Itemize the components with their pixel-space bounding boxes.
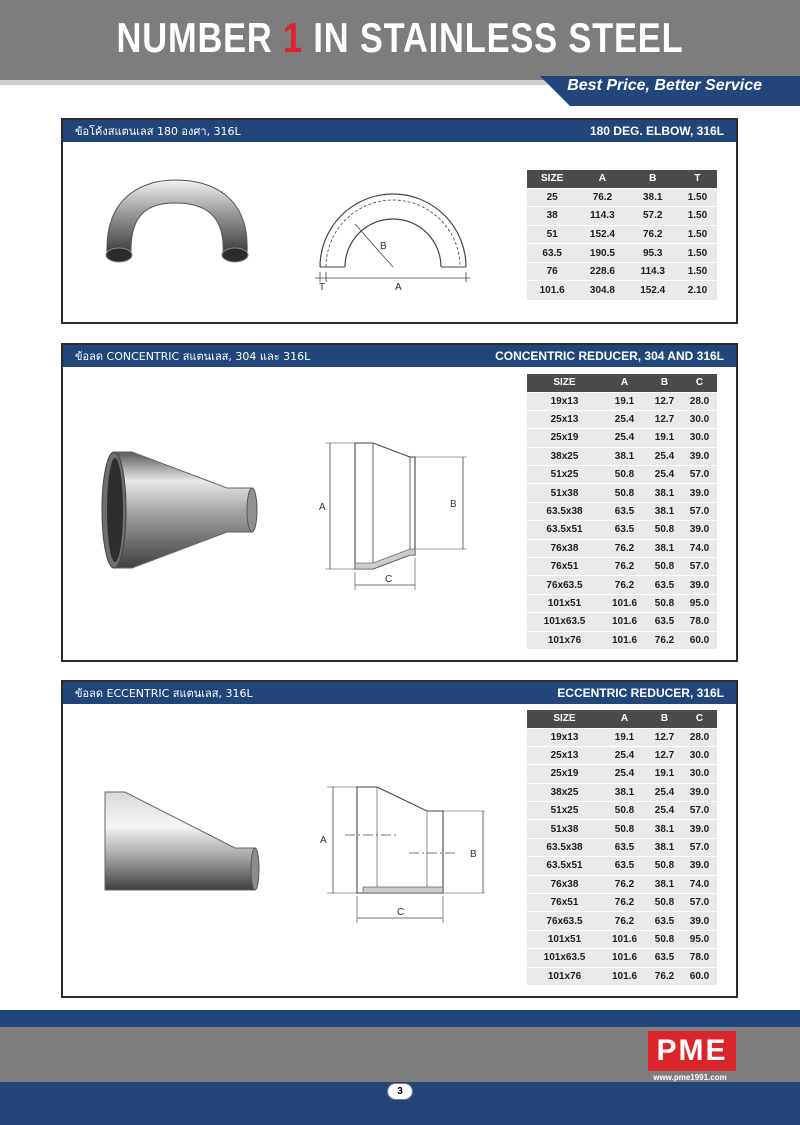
table-cell: 38.1 [602, 783, 647, 801]
table-row [527, 262, 717, 281]
table-cell: 114.3 [628, 262, 678, 281]
concentric-label-a: A [319, 502, 326, 513]
table-cell: 101.6 [602, 967, 647, 985]
table-cell: 228.6 [577, 262, 627, 281]
table-cell: 50.8 [647, 857, 682, 875]
table-cell: 152.4 [628, 281, 678, 300]
table-cell: 51x38 [527, 820, 602, 838]
table-cell: 50.8 [602, 484, 647, 502]
table-cell: 38.1 [647, 875, 682, 893]
table-cell: 101x76 [527, 631, 602, 649]
concentric-label-b: B [450, 499, 457, 510]
table-cell: 50.8 [647, 894, 682, 912]
column-header: T [678, 170, 717, 188]
table-cell: 38x25 [527, 447, 602, 465]
table-cell: 28.0 [682, 728, 717, 746]
column-header: SIZE [527, 170, 577, 188]
table-cell: 1.50 [678, 244, 717, 263]
table-cell: 50.8 [647, 930, 682, 948]
table-cell: 76.2 [602, 558, 647, 576]
column-header: B [647, 374, 682, 392]
table-cell: 101.6 [602, 930, 647, 948]
table-cell: 19x13 [527, 392, 602, 410]
elbow-label-a: A [395, 282, 402, 293]
table-cell: 60.0 [682, 967, 717, 985]
table-cell: 63.5 [647, 949, 682, 967]
table-cell: 76.2 [647, 631, 682, 649]
table-cell: 74.0 [682, 539, 717, 557]
table-row [527, 857, 717, 875]
section-title-bar [63, 345, 736, 367]
table-cell: 76.2 [602, 875, 647, 893]
concentric-reducer-drawing [315, 435, 475, 595]
table-row [527, 244, 717, 263]
table-cell: 25.4 [647, 447, 682, 465]
table-cell: 19.1 [602, 728, 647, 746]
table-cell: 101x51 [527, 930, 602, 948]
table-row [527, 949, 717, 967]
table-cell: 63.5x51 [527, 521, 602, 539]
table-cell: 38.1 [647, 838, 682, 856]
table-cell: 63.5 [647, 912, 682, 930]
table-cell: 25.4 [647, 783, 682, 801]
table-cell: 50.8 [647, 594, 682, 612]
table-cell: 63.5x38 [527, 838, 602, 856]
table-cell: 38.1 [647, 539, 682, 557]
table-row [527, 225, 717, 244]
table-cell: 39.0 [682, 484, 717, 502]
table-row [527, 746, 717, 764]
table-row [527, 281, 717, 300]
table-cell: 38x25 [527, 783, 602, 801]
table-cell: 63.5 [602, 502, 647, 520]
table-row [527, 576, 717, 594]
table-cell: 38.1 [628, 188, 678, 207]
table-cell: 25.4 [602, 410, 647, 428]
table-cell: 76x38 [527, 539, 602, 557]
table-cell: 101.6 [527, 281, 577, 300]
table-cell: 76x63.5 [527, 576, 602, 594]
concentric-label-c: C [385, 574, 393, 585]
table-row [527, 466, 717, 484]
table-cell: 76x63.5 [527, 912, 602, 930]
table-cell: 50.8 [602, 466, 647, 484]
section-title-english: CONCENTRIC REDUCER, 304 AND 316L [495, 349, 724, 363]
pme-logo: PME [648, 1031, 736, 1071]
section-title-thai: ข้อลด ECCENTRIC สแตนเลส, 316L [75, 687, 253, 700]
section-title-english: 180 DEG. ELBOW, 316L [589, 124, 724, 138]
table-cell: 38.1 [647, 484, 682, 502]
eccentric-label-c: C [397, 907, 405, 918]
table-cell: 57.0 [682, 502, 717, 520]
table-cell: 28.0 [682, 392, 717, 410]
table-cell: 78.0 [682, 949, 717, 967]
table-cell: 51 [527, 225, 577, 244]
website-url[interactable]: www.pme1991.com [653, 1073, 727, 1082]
table-cell: 38.1 [602, 447, 647, 465]
concentric-spec-table [527, 374, 717, 649]
section-title-bar [63, 682, 736, 704]
table-cell: 76.2 [628, 225, 678, 244]
table-cell: 63.5x38 [527, 502, 602, 520]
table-cell: 101x51 [527, 594, 602, 612]
table-cell: 95.3 [628, 244, 678, 263]
table-cell: 39.0 [682, 912, 717, 930]
table-cell: 76.2 [602, 912, 647, 930]
table-row [527, 613, 717, 631]
table-cell: 39.0 [682, 521, 717, 539]
table-cell: 50.8 [647, 558, 682, 576]
column-header: A [602, 374, 647, 392]
table-cell: 63.5 [647, 613, 682, 631]
eccentric-reducer-photo [95, 780, 265, 910]
table-cell: 63.5 [527, 244, 577, 263]
column-header: SIZE [527, 710, 602, 728]
elbow-photo [95, 175, 265, 275]
table-cell: 78.0 [682, 613, 717, 631]
table-cell: 114.3 [577, 207, 627, 226]
table-row [527, 930, 717, 948]
table-row [527, 802, 717, 820]
table-cell: 19.1 [647, 765, 682, 783]
table-row [527, 188, 717, 207]
table-row [527, 765, 717, 783]
table-cell: 101x63.5 [527, 949, 602, 967]
column-header: SIZE [527, 374, 602, 392]
table-cell: 101x76 [527, 967, 602, 985]
elbow-drawing [310, 182, 485, 297]
table-cell: 57.0 [682, 558, 717, 576]
table-cell: 57.2 [628, 207, 678, 226]
column-header: A [602, 710, 647, 728]
table-row [527, 207, 717, 226]
table-cell: 39.0 [682, 447, 717, 465]
elbow-label-b: B [380, 241, 387, 252]
table-cell: 76.2 [602, 894, 647, 912]
table-cell: 38.1 [647, 820, 682, 838]
headline-text-end: IN STAINLESS STEEL [302, 14, 684, 61]
table-cell: 190.5 [577, 244, 627, 263]
table-cell: 38.1 [647, 502, 682, 520]
table-cell: 50.8 [602, 820, 647, 838]
table-header-row [527, 170, 717, 188]
table-row [527, 967, 717, 985]
table-cell: 51x25 [527, 802, 602, 820]
eccentric-label-a: A [320, 835, 327, 846]
table-cell: 39.0 [682, 783, 717, 801]
headline-number: 1 [283, 14, 303, 61]
table-cell: 25x13 [527, 746, 602, 764]
table-cell: 57.0 [682, 466, 717, 484]
table-cell: 101.6 [602, 949, 647, 967]
table-cell: 101.6 [602, 613, 647, 631]
table-cell: 25.4 [602, 746, 647, 764]
table-header-row [527, 374, 717, 392]
column-header: C [682, 710, 717, 728]
table-cell: 25x13 [527, 410, 602, 428]
page-headline [72, 14, 728, 62]
table-cell: 2.10 [678, 281, 717, 300]
table-cell: 63.5x51 [527, 857, 602, 875]
table-row [527, 410, 717, 428]
table-cell: 101x63.5 [527, 613, 602, 631]
table-row [527, 728, 717, 746]
elbow-label-t: T [319, 282, 326, 293]
table-cell: 19.1 [602, 392, 647, 410]
table-cell: 51x25 [527, 466, 602, 484]
table-header-row [527, 710, 717, 728]
table-row [527, 429, 717, 447]
table-cell: 12.7 [647, 410, 682, 428]
table-cell: 1.50 [678, 207, 717, 226]
table-cell: 12.7 [647, 392, 682, 410]
eccentric-label-b: B [470, 849, 477, 860]
table-cell: 76.2 [602, 576, 647, 594]
table-cell: 76x38 [527, 875, 602, 893]
table-cell: 76 [527, 262, 577, 281]
table-cell: 12.7 [647, 746, 682, 764]
table-row [527, 783, 717, 801]
table-cell: 51x38 [527, 484, 602, 502]
table-cell: 76x51 [527, 894, 602, 912]
column-header: A [577, 170, 627, 188]
table-cell: 39.0 [682, 857, 717, 875]
table-row [527, 631, 717, 649]
table-row [527, 484, 717, 502]
table-cell: 1.50 [678, 188, 717, 207]
table-cell: 60.0 [682, 631, 717, 649]
table-cell: 57.0 [682, 894, 717, 912]
table-cell: 25 [527, 188, 577, 207]
table-cell: 25.4 [602, 765, 647, 783]
table-row [527, 502, 717, 520]
table-cell: 30.0 [682, 746, 717, 764]
headline-text-start: NUMBER [116, 14, 284, 61]
table-cell: 50.8 [602, 802, 647, 820]
table-cell: 1.50 [678, 225, 717, 244]
table-row [527, 447, 717, 465]
table-cell: 1.50 [678, 262, 717, 281]
table-cell: 63.5 [602, 838, 647, 856]
table-cell: 76.2 [577, 188, 627, 207]
column-header: B [647, 710, 682, 728]
table-cell: 30.0 [682, 765, 717, 783]
table-row [527, 820, 717, 838]
table-cell: 304.8 [577, 281, 627, 300]
section-title-thai: ข้อลด CONCENTRIC สแตนเลส, 304 และ 316L [75, 350, 311, 363]
table-cell: 39.0 [682, 576, 717, 594]
table-cell: 30.0 [682, 410, 717, 428]
section-title-bar [63, 120, 736, 142]
table-cell: 50.8 [647, 521, 682, 539]
table-row [527, 539, 717, 557]
column-header: C [682, 374, 717, 392]
table-cell: 95.0 [682, 594, 717, 612]
table-row [527, 894, 717, 912]
eccentric-spec-table [527, 710, 717, 985]
table-cell: 101.6 [602, 594, 647, 612]
page-number: 3 [387, 1083, 413, 1100]
table-row [527, 838, 717, 856]
section-title-thai: ข้อโค้งสแตนเลส 180 องศา, 316L [75, 125, 241, 138]
table-cell: 95.0 [682, 930, 717, 948]
table-cell: 76.2 [602, 539, 647, 557]
table-cell: 76x51 [527, 558, 602, 576]
table-row [527, 392, 717, 410]
column-header: B [628, 170, 678, 188]
table-cell: 19x13 [527, 728, 602, 746]
table-cell: 25.4 [602, 429, 647, 447]
table-row [527, 875, 717, 893]
table-row [527, 558, 717, 576]
table-cell: 63.5 [602, 521, 647, 539]
table-cell: 25x19 [527, 765, 602, 783]
table-cell: 74.0 [682, 875, 717, 893]
table-cell: 63.5 [602, 857, 647, 875]
table-row [527, 594, 717, 612]
table-cell: 25.4 [647, 466, 682, 484]
table-cell: 25x19 [527, 429, 602, 447]
table-cell: 19.1 [647, 429, 682, 447]
elbow-spec-table [527, 170, 717, 300]
table-cell: 57.0 [682, 838, 717, 856]
table-cell: 12.7 [647, 728, 682, 746]
table-row [527, 912, 717, 930]
table-cell: 30.0 [682, 429, 717, 447]
concentric-reducer-photo [92, 440, 262, 580]
table-cell: 39.0 [682, 820, 717, 838]
table-cell: 101.6 [602, 631, 647, 649]
table-cell: 152.4 [577, 225, 627, 244]
table-cell: 25.4 [647, 802, 682, 820]
table-cell: 63.5 [647, 576, 682, 594]
section-title-english: ECCENTRIC REDUCER, 316L [557, 686, 724, 700]
tagline: Best Price, Better Service [567, 77, 762, 94]
eccentric-reducer-drawing [315, 775, 485, 925]
table-cell: 38 [527, 207, 577, 226]
table-row [527, 521, 717, 539]
table-cell: 76.2 [647, 967, 682, 985]
table-cell: 57.0 [682, 802, 717, 820]
